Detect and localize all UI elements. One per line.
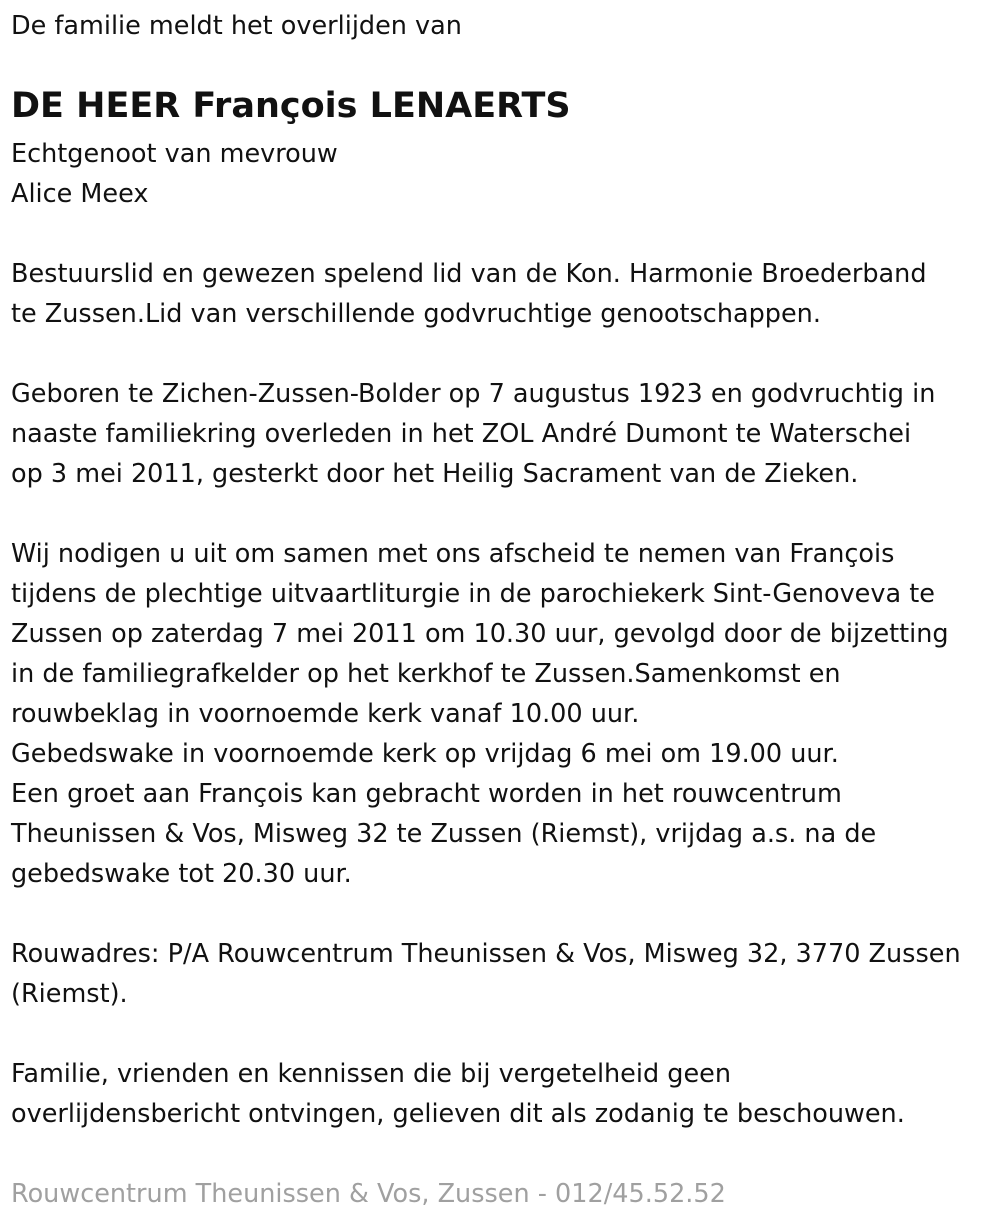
deceased-name: DE HEER François LENAERTS bbox=[11, 86, 571, 126]
invitation-line: Wij nodigen u uit om samen met ons afscheid te nemen van François bbox=[11, 539, 895, 569]
function-line: te Zussen.Lid van verschillende godvruchtige genootschappen. bbox=[11, 299, 821, 329]
address-line: (Riemst). bbox=[11, 979, 128, 1009]
birth-death-paragraph bbox=[11, 374, 935, 494]
spouse-line: Echtgenoot van mevrouw bbox=[11, 139, 338, 169]
invitation-line: gebedswake tot 20.30 uur. bbox=[11, 859, 352, 889]
address-line: Rouwadres: P/A Rouwcentrum Theunissen & Vos, Misweg 32, 3770 Zussen bbox=[11, 939, 961, 969]
family-line: overlijdensbericht ontvingen, gelieven dit als zodanig te beschouwen. bbox=[11, 1099, 905, 1129]
invitation-line: in de familiegrafkelder op het kerkhof te Zussen.Samenkomst en bbox=[11, 659, 841, 689]
family-notice-paragraph bbox=[11, 1054, 905, 1134]
intro-text: De familie meldt het overlijden van bbox=[11, 11, 462, 41]
invitation-line: Gebedswake in voornoemde kerk op vrijdag 6 mei om 19.00 uur. bbox=[11, 739, 839, 769]
birth-line: op 3 mei 2011, gesterkt door het Heilig Sacrament van de Zieken. bbox=[11, 459, 859, 489]
function-paragraph bbox=[11, 254, 927, 334]
spouse-line: Alice Meex bbox=[11, 179, 149, 209]
invitation-line: Zussen op zaterdag 7 mei 2011 om 10.30 uur, gevolgd door de bijzetting bbox=[11, 619, 949, 649]
invitation-line: tijdens de plechtige uitvaartliturgie in de parochiekerk Sint-Genoveva te bbox=[11, 579, 935, 609]
spouse-block bbox=[11, 134, 338, 214]
function-line: Bestuurslid en gewezen spelend lid van de Kon. Harmonie Broederband bbox=[11, 259, 927, 289]
invitation-paragraph bbox=[11, 534, 949, 894]
family-line: Familie, vrienden en kennissen die bij vergetelheid geen bbox=[11, 1059, 731, 1089]
invitation-line: Een groet aan François kan gebracht worden in het rouwcentrum bbox=[11, 779, 842, 809]
birth-line: naaste familiekring overleden in het ZOL André Dumont te Waterschei bbox=[11, 419, 912, 449]
invitation-line: Theunissen & Vos, Misweg 32 te Zussen (Riemst), vrijdag a.s. na de bbox=[11, 819, 877, 849]
invitation-line: rouwbeklag in voornoemde kerk vanaf 10.00 uur. bbox=[11, 699, 640, 729]
birth-line: Geboren te Zichen-Zussen-Bolder op 7 augustus 1923 en godvruchtig in bbox=[11, 379, 936, 409]
funeral-home-footer: Rouwcentrum Theunissen & Vos, Zussen - 012/45.52.52 bbox=[11, 1179, 726, 1209]
mourning-address-paragraph bbox=[11, 934, 961, 1014]
